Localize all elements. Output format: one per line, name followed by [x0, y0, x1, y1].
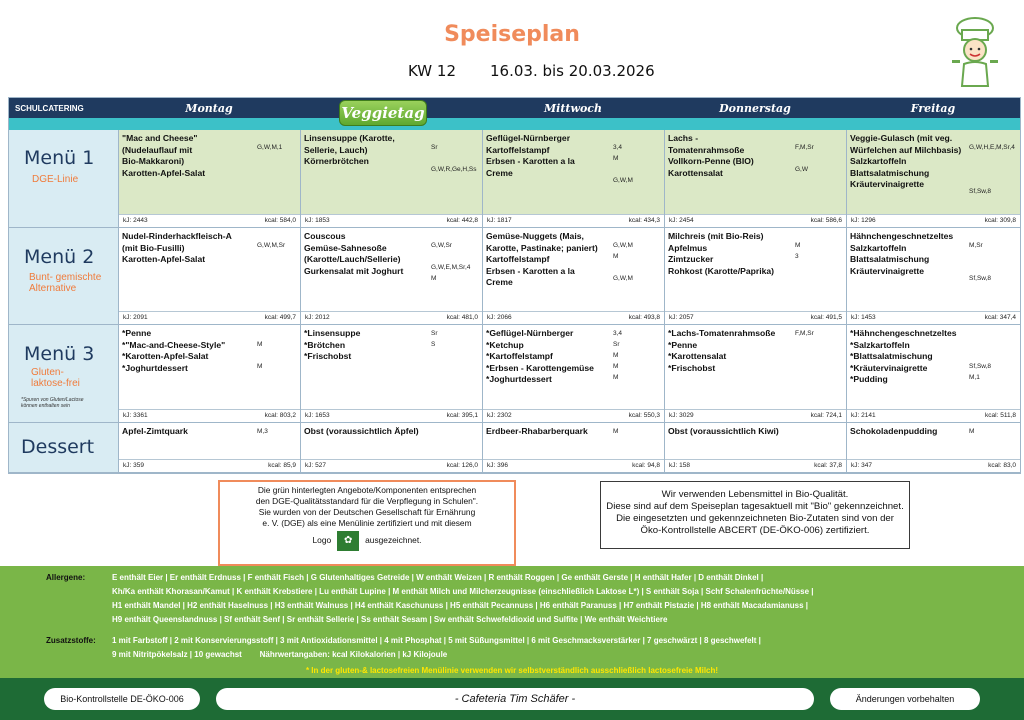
allergen-codes: M M — [257, 341, 263, 370]
allergen-codes: M — [613, 428, 619, 435]
cell-m3-day3 — [482, 325, 664, 423]
header-mittwoch: Mittwoch — [482, 98, 664, 118]
kj-value: kJ: 2012 — [305, 314, 330, 321]
kcal-value: kcal: 347,4 — [984, 314, 1016, 321]
zusatz-line-2: 9 mit Nitritpökelsalz | 10 gewachst Nährwertangaben: kcal Kilokalorien | kJ Kilojoule — [112, 650, 448, 659]
menu1-subtitle: DGE-Linie — [32, 174, 79, 185]
dish-text: Linsensuppe (Karotte, Sellerie, Lauch) Körnerbrötchen — [304, 133, 395, 166]
allergene-label: Allergene: — [46, 573, 86, 582]
nutrition-row — [301, 409, 482, 422]
allergen-codes: M,3 — [257, 428, 268, 435]
dish-text: Obst (voraussichtlich Äpfel) — [304, 426, 419, 436]
nutrition-row — [665, 311, 846, 324]
nutrition-row — [665, 459, 846, 472]
dish-text: Apfel-Zimtquark — [122, 426, 188, 436]
allergene-line-2: Kh/Ka enthält Khorasan/Kamut | K enthält Krebstiere | Lu enthält Lupine | M enthält Milch und Milcherzeugnisse (einschließlich Laktose L*) | S enthält Soja | Schf Schalenfrüchte/Nüsse | — [112, 587, 814, 596]
milk-note: * In der gluten-& lactosefreien Menülinie verwenden wir selbstverständlich ausschließlich lactosefreie Milch! — [305, 666, 719, 675]
menu3-note: *Spuren von Gluten/Lactose können enthalten sein — [21, 397, 84, 409]
allergen-codes: Sf,Sw,8 M,1 — [969, 363, 992, 381]
zusatz-line-1: 1 mit Farbstoff | 2 mit Konservierungsstoff | 3 mit Antioxidationsmittel | 4 mit Phosphat | 5 mit Süßungsmittel | 6 mit Geschmacksverstärker | 7 geschwärzt | 8 geschwefelt | — [112, 636, 761, 645]
header-montag: Montag — [118, 98, 300, 118]
kj-value: kJ: 347 — [851, 462, 872, 469]
cell-m3-day2 — [300, 325, 482, 423]
nutrition-row — [119, 459, 300, 472]
dish-text: Geflügel-Nürnberger Kartoffelstampf Erbsen - Karotten a la Creme — [486, 133, 575, 178]
kcal-value: kcal: 499,7 — [264, 314, 296, 321]
teal-band — [9, 118, 1020, 130]
allergen-codes: 3,4 Sr M M M — [613, 330, 623, 381]
kcal-value: kcal: 491,5 — [810, 314, 842, 321]
allergen-codes: G,W,Sr G,W,E,M,Sr,4 M — [431, 242, 471, 282]
nutrition-row — [301, 311, 482, 324]
row-label-menu3 — [9, 325, 118, 423]
kcal-value: kcal: 37,8 — [814, 462, 842, 469]
nutrition-row — [665, 214, 846, 227]
dge-info-text: Die grün hinterlegten Angebote/Komponenten entsprechen den DGE-Qualitätsstandard für die Verpflegung in Schulen". Sie wurden von der Deutschen Gesellschaft für Ernährung e. V. (DGE) als eine Menülinie zertifiziert und mit diesem — [255, 485, 479, 528]
kj-value: kJ: 1453 — [851, 314, 876, 321]
dge-logo-icon: ✿ — [337, 531, 359, 551]
dish-text: Milchreis (mit Bio-Reis) Apfelmus Zimtzucker Rohkost (Karotte/Paprika) — [668, 231, 775, 276]
cell-d-day5 — [846, 423, 1020, 473]
chef-icon — [938, 14, 1012, 88]
footer-bar — [0, 678, 1024, 720]
footer-aenderungen: Änderungen vorbehalten — [830, 688, 980, 710]
allergen-codes: G,W,M,Sr — [257, 242, 286, 249]
dish-text: *Penne *"Mac-and-Cheese-Style" *Karotten-Apfel-Salat *Joghurtdessert — [122, 328, 226, 373]
cell-m2-day3 — [482, 228, 664, 325]
allergen-codes: M,Sr Sf,Sw,8 — [969, 242, 992, 282]
kcal-value: kcal: 442,8 — [446, 217, 478, 224]
kcal-value: kcal: 550,3 — [628, 412, 660, 419]
allergen-codes: Sr G,W,R,Ge,H,Ss — [431, 144, 477, 173]
menu2-subtitle: Bunt- gemischte Alternative — [29, 272, 102, 294]
cell-m1-day4 — [664, 130, 846, 228]
kcal-value: kcal: 493,8 — [628, 314, 660, 321]
cell-d-day2 — [300, 423, 482, 473]
kcal-value: kcal: 434,3 — [628, 217, 660, 224]
menu3-title: Menü 3 — [24, 343, 95, 365]
dish-text: Obst (voraussichtlich Kiwi) — [668, 426, 779, 436]
dish-text: *Hähnchengeschnetzeltes *Salzkartoffeln *Blattsalatmischung *Kräutervinaigrette *Pudding — [850, 328, 957, 384]
nutrition-row — [119, 409, 300, 422]
kj-value: kJ: 2066 — [487, 314, 512, 321]
cell-d-day3 — [482, 423, 664, 473]
legend-panel — [0, 566, 1024, 678]
kj-value: kJ: 158 — [669, 462, 690, 469]
cell-m2-day5 — [846, 228, 1020, 325]
nutrition-row — [483, 409, 664, 422]
nutrition-row — [847, 409, 1020, 422]
cell-m2-day4 — [664, 228, 846, 325]
dish-text: Nudel-Rinderhackfleisch-A (mit Bio-Fusilli) Karotten-Apfel-Salat — [122, 231, 232, 264]
footer-cafeteria: - Cafeteria Tim Schäfer - — [216, 688, 814, 710]
kj-value: kJ: 1653 — [305, 412, 330, 419]
dge-logo-word: Logo — [312, 535, 332, 546]
cell-m1-day3 — [482, 130, 664, 228]
cell-m3-day5 — [846, 325, 1020, 423]
bio-info-text: Wir verwenden Lebensmittel in Bio-Qualität. Diese sind auf dem Speiseplan tagesaktuell mit "Bio" gekennzeichnet. Die eingesetzten und gekennzeichneten Bio-Zutaten sind von der Öko-Kontrollstelle ABCERT (DE-ÖKO-006) zertifiziert. — [606, 489, 904, 536]
nutrition-row — [119, 214, 300, 227]
menu2-title: Menü 2 — [24, 246, 95, 268]
dish-text: *Linsensuppe *Brötchen *Frischobst — [304, 328, 361, 361]
header-schulcatering: SCHULCATERING — [9, 98, 118, 118]
row-label-dessert — [9, 423, 118, 473]
dge-info-tail: ausgezeichnet. — [365, 535, 422, 546]
cell-m3-day4 — [664, 325, 846, 423]
allergen-codes: M 3 — [795, 242, 801, 260]
kj-value: kJ: 3361 — [123, 412, 148, 419]
cell-m1-day5 — [846, 130, 1020, 228]
allergene-line-3: H1 enthält Mandel | H2 enthält Haselnuss | H3 enthält Walnuss | H4 enthält Kaschunuss | H5 enthält Pecannuss | H6 enthält Paranuss | H7 enthält Pistazie | H8 enthält Macadamianuss | — [112, 601, 809, 610]
kj-value: kJ: 527 — [305, 462, 326, 469]
dish-text: Hähnchengeschnetzeltes Salzkartoffeln Blattsalatmischung Kräutervinaigrette — [850, 231, 954, 276]
cell-m1-day2 — [300, 130, 482, 228]
dge-info-box — [218, 480, 516, 566]
kj-value: kJ: 396 — [487, 462, 508, 469]
bio-info-box — [600, 481, 910, 549]
kcal-value: kcal: 309,8 — [984, 217, 1016, 224]
kcal-value: kcal: 126,0 — [446, 462, 478, 469]
cell-d-day1 — [118, 423, 300, 473]
cell-m1-day1 — [118, 130, 300, 228]
nutrition-row — [847, 214, 1020, 227]
allergen-codes: G,W,M,1 — [257, 144, 283, 151]
allergene-line-4: H9 enthält Queenslandnuss | Sf enthält Senf | Sr enthält Sellerie | Ss enthält Sesam | Sw enthält Schwefeldioxid und Sulfite | We enthält Weichtiere — [112, 615, 668, 624]
allergen-codes: Sr S — [431, 330, 438, 348]
nutrition-row — [483, 214, 664, 227]
menu1-title: Menü 1 — [24, 147, 95, 169]
nutrition-row — [483, 311, 664, 324]
page-title: Speiseplan — [444, 22, 580, 47]
kcal-value: kcal: 586,6 — [810, 217, 842, 224]
kcal-value: kcal: 724,1 — [810, 412, 842, 419]
kj-value: kJ: 1817 — [487, 217, 512, 224]
allergen-codes: F,M,Sr — [795, 330, 814, 337]
kj-value: kJ: 2302 — [487, 412, 512, 419]
kcal-value: kcal: 481,0 — [446, 314, 478, 321]
allergen-codes: G,W,M M G,W,M — [613, 242, 633, 282]
kj-value: kJ: 2141 — [851, 412, 876, 419]
kj-value: kJ: 2091 — [123, 314, 148, 321]
dish-text: "Mac and Cheese" (Nudelauflauf mit Bio-Makkaroni) Karotten-Apfel-Salat — [122, 133, 206, 178]
week-range — [408, 62, 655, 80]
dish-text: *Geflügel-Nürnberger *Ketchup *Kartoffelstampf *Erbsen - Karottengemüse *Joghurtdessert — [486, 328, 594, 384]
allergene-line-1: E enthält Eier | Er enthält Erdnuss | F enthält Fisch | G Glutenhaltiges Getreide | W enthält Weizen | R enthält Roggen | Ge enthält Gerste | H enthält Hafer | D enthält Dinkel | — [112, 573, 764, 582]
dish-text: Veggie-Gulasch (mit veg. Würfelchen auf Milchbasis) Salzkartoffeln Blattsalatmischung Kräutervinaigrette — [850, 133, 962, 189]
kcal-value: kcal: 94,8 — [632, 462, 660, 469]
zusatz-label: Zusatzstoffe: — [46, 636, 96, 645]
allergen-codes: 3,4 M G,W,M — [613, 144, 633, 184]
dish-text: Lachs - Tomatenrahmsoße Vollkorn-Penne (BIO) Karottensalat — [668, 133, 754, 178]
dish-text: Erdbeer-Rhabarberquark — [486, 426, 588, 436]
nutrition-row — [847, 311, 1020, 324]
kj-value: kJ: 1853 — [305, 217, 330, 224]
nutrition-row — [119, 311, 300, 324]
kj-value: kJ: 1296 — [851, 217, 876, 224]
nutrition-row — [301, 214, 482, 227]
cell-d-day4 — [664, 423, 846, 473]
kcal-value: kcal: 511,8 — [985, 412, 1016, 419]
dish-text: Gemüse-Nuggets (Mais, Karotte, Pastinake; paniert) Kartoffelstampf Erbsen - Karotten a la Creme — [486, 231, 598, 287]
allergen-codes: G,W,H,E,M,Sr,4 Sf,Sw,8 — [969, 144, 1015, 195]
row-label-menu1 — [9, 130, 118, 228]
header-donnerstag: Donnerstag — [664, 98, 846, 118]
kj-value: kJ: 3029 — [669, 412, 694, 419]
kcal-value: kcal: 584,0 — [264, 217, 296, 224]
dish-text: *Lachs-Tomatenrahmsoße *Penne *Karottensalat *Frischobst — [668, 328, 776, 373]
nutrition-row — [665, 409, 846, 422]
nutrition-row — [483, 459, 664, 472]
dish-text: Couscous Gemüse-Sahnesoße (Karotte/Lauch/Sellerie) Gurkensalat mit Joghurt — [304, 231, 404, 276]
cell-m3-day1 — [118, 325, 300, 423]
kj-value: kJ: 359 — [123, 462, 144, 469]
kj-value: kJ: 2454 — [669, 217, 694, 224]
kw-label: KW 12 — [408, 62, 456, 80]
kcal-value: kcal: 803,2 — [264, 412, 296, 419]
allergen-codes: M — [969, 428, 975, 435]
menu3-subtitle: Gluten- laktose-frei — [31, 367, 80, 389]
kj-value: kJ: 2443 — [123, 217, 148, 224]
menu-grid — [8, 97, 1021, 474]
cell-m2-day2 — [300, 228, 482, 325]
nutrition-row — [847, 459, 1020, 472]
kcal-value: kcal: 83,0 — [988, 462, 1016, 469]
kcal-value: kcal: 395,1 — [446, 412, 478, 419]
footer-bio-kontrollstelle: Bio-Kontrollstelle DE-ÖKO-006 — [44, 688, 200, 710]
nutrition-row — [301, 459, 482, 472]
kcal-value: kcal: 85,9 — [268, 462, 296, 469]
cell-m2-day1 — [118, 228, 300, 325]
allergen-codes: F,M,Sr G,W — [795, 144, 814, 173]
date-range: 16.03. bis 20.03.2026 — [490, 62, 655, 80]
dessert-title: Dessert — [21, 436, 95, 458]
row-label-menu2 — [9, 228, 118, 325]
veggietag-badge: Veggietag — [339, 100, 427, 126]
dish-text: Schokoladenpudding — [850, 426, 938, 436]
kj-value: kJ: 2057 — [669, 314, 694, 321]
header-freitag: Freitag — [846, 98, 1020, 118]
